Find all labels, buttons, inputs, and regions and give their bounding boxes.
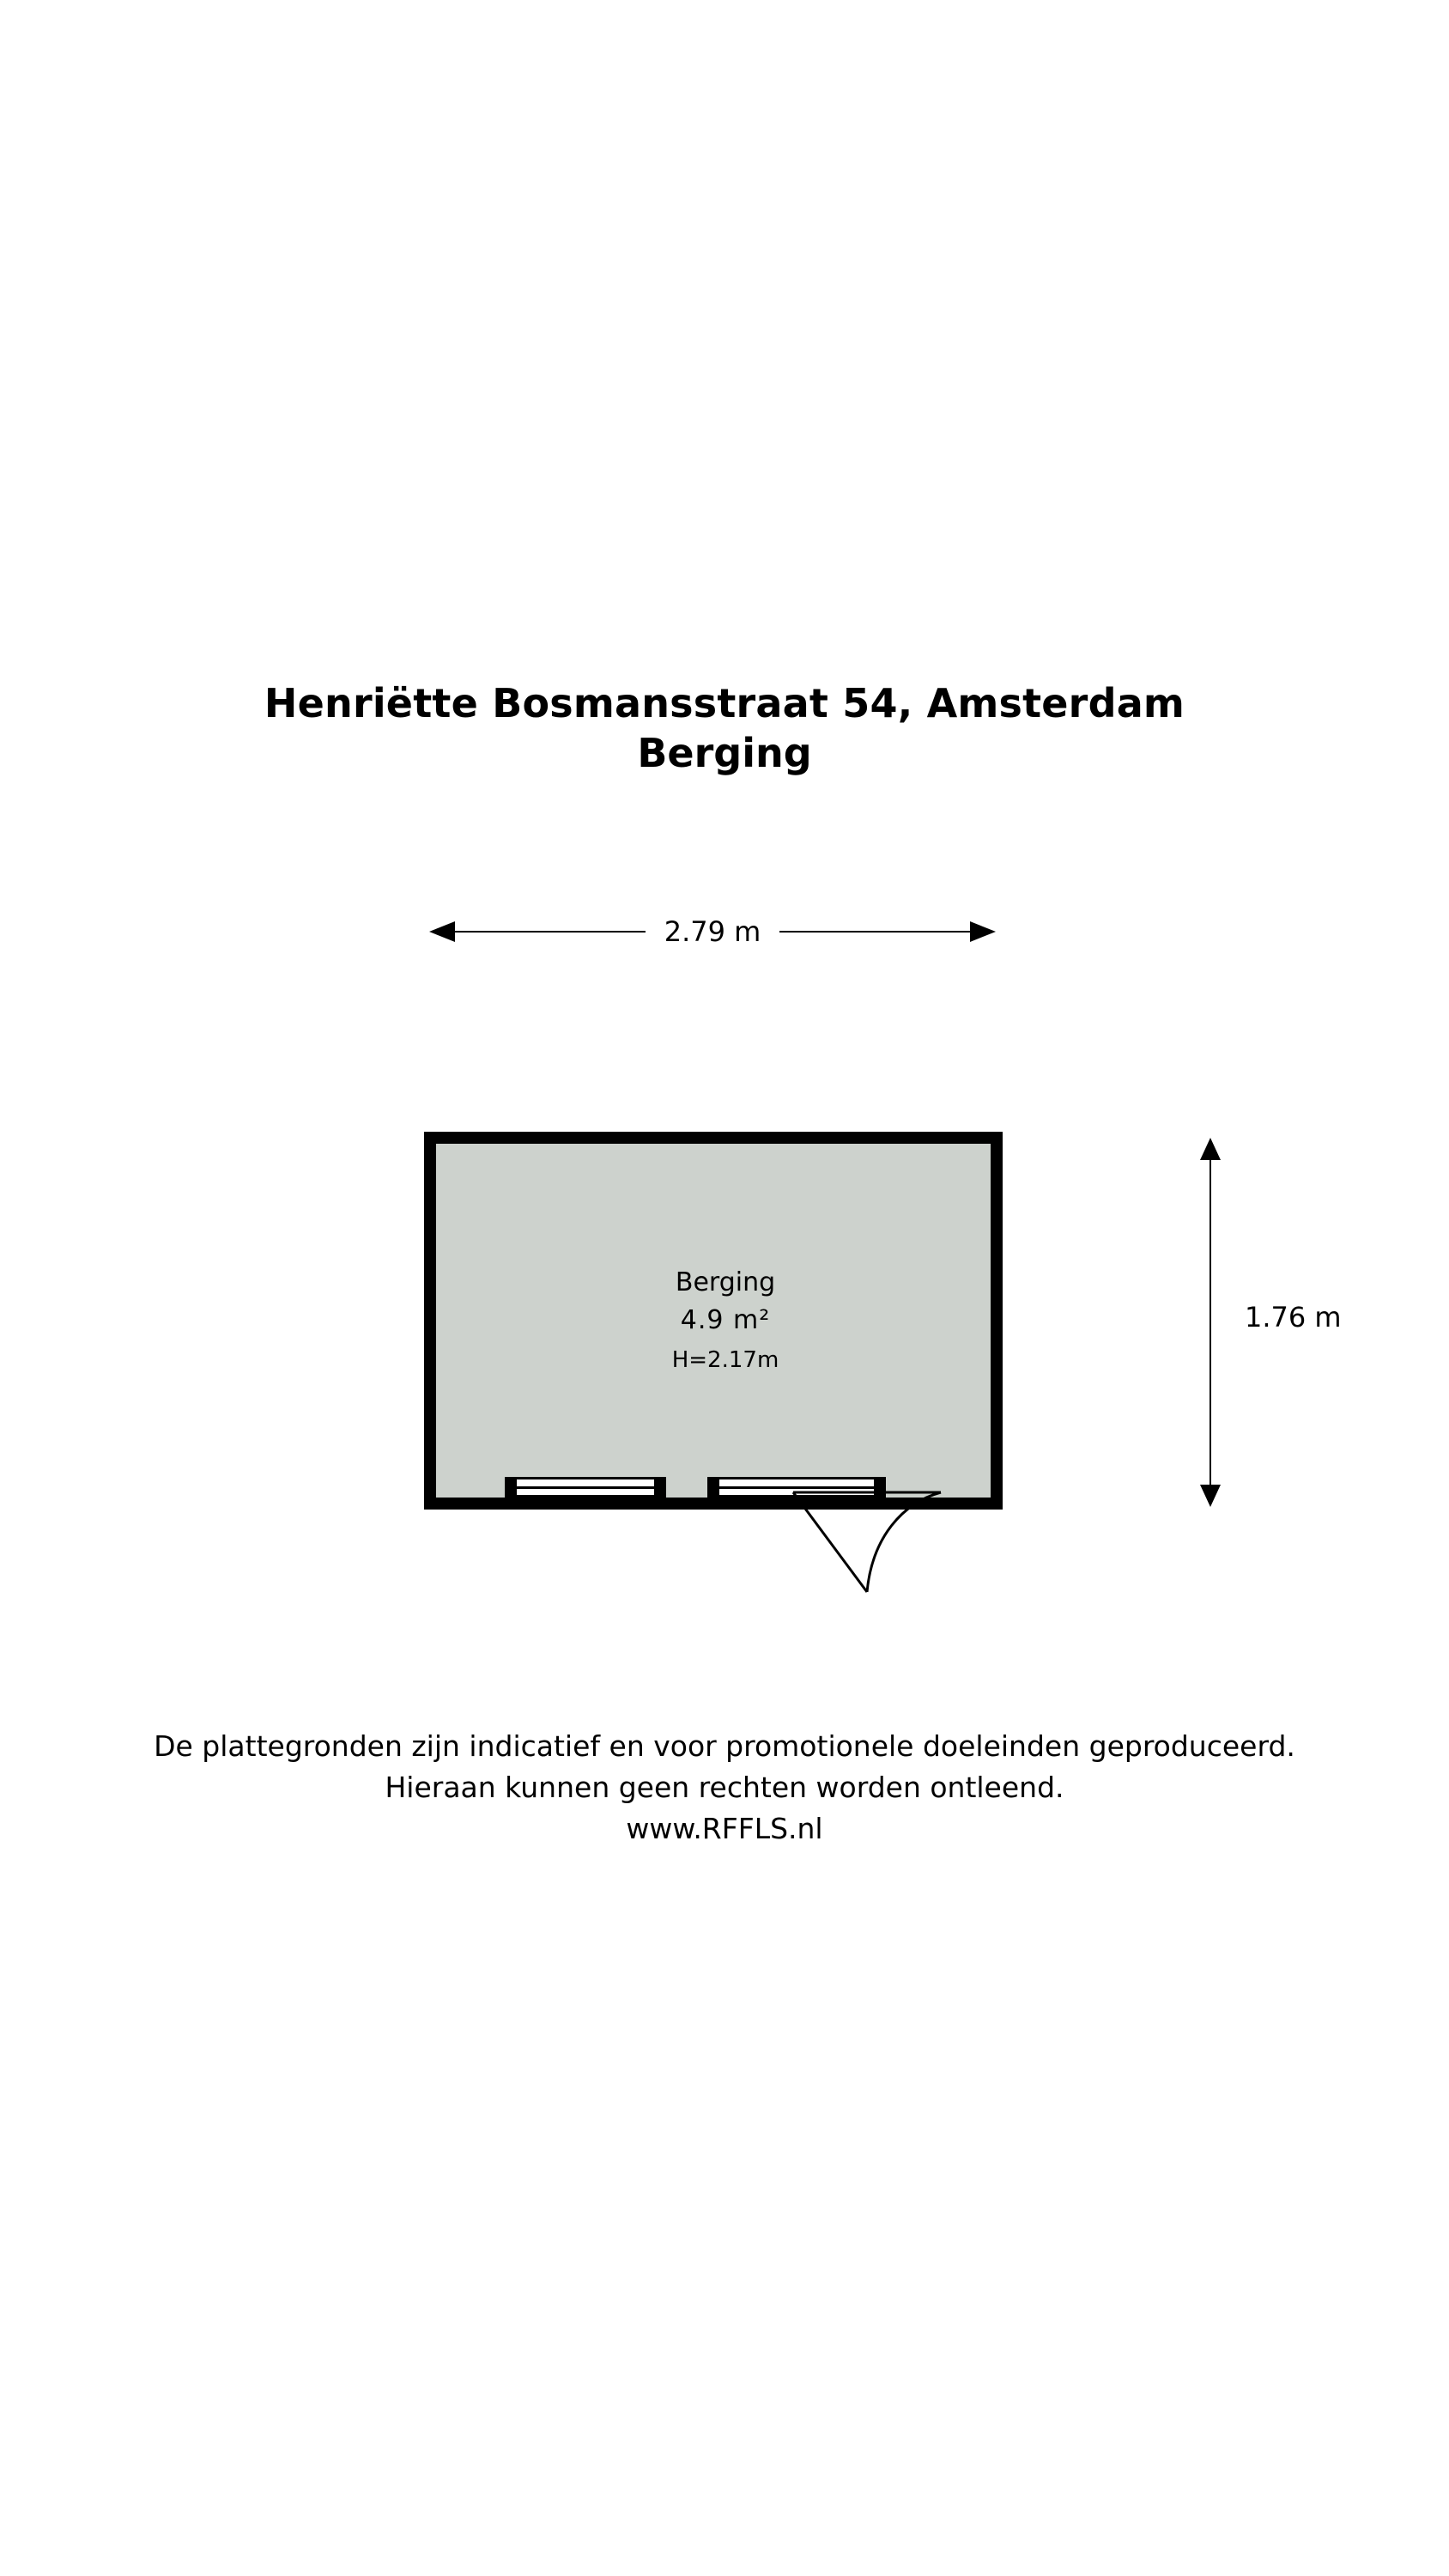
- window-jamb-left: [505, 1477, 517, 1498]
- footer-line-1: De plattegronden zijn indicatief en voor promotionele doeleinden geproduceerd.: [154, 1729, 1295, 1763]
- window-opening: [517, 1477, 654, 1498]
- door-mullion: [719, 1486, 874, 1489]
- window-mullion: [517, 1486, 654, 1489]
- room-ceiling-height-label: H=2.17m: [671, 1347, 779, 1373]
- footer-line-2: Hieraan kunnen geen rechten worden ontleend.: [385, 1771, 1064, 1804]
- dimension-width: [429, 910, 996, 953]
- footer-website: www.RFFLS.nl: [626, 1812, 823, 1845]
- room-area-label: 4.9 m²: [680, 1305, 771, 1335]
- arrow-down-icon: [1200, 1485, 1221, 1507]
- title-address: Henriëtte Bosmansstraat 54, Amsterdam: [264, 680, 1185, 726]
- floor-plan: [424, 1132, 1003, 1510]
- room-name-label: Berging: [675, 1267, 776, 1297]
- window-jamb-right: [654, 1477, 666, 1498]
- dimension-height-line: [1210, 1158, 1211, 1486]
- dimension-width-label: 2.79 m: [646, 915, 780, 948]
- dimension-width-label-wrap: [429, 914, 996, 950]
- door-jamb-left: [707, 1477, 719, 1498]
- footer-disclaimer: [0, 1726, 1449, 1850]
- dimension-height: [1185, 1138, 1236, 1507]
- page-title: [0, 678, 1449, 778]
- title-floor-name: Berging: [637, 730, 812, 776]
- dimension-height-label: 1.76 m: [1245, 1301, 1342, 1334]
- room-outline: [424, 1132, 1003, 1510]
- arrow-up-icon: [1200, 1138, 1221, 1160]
- door-swing-icon: [783, 1491, 955, 1602]
